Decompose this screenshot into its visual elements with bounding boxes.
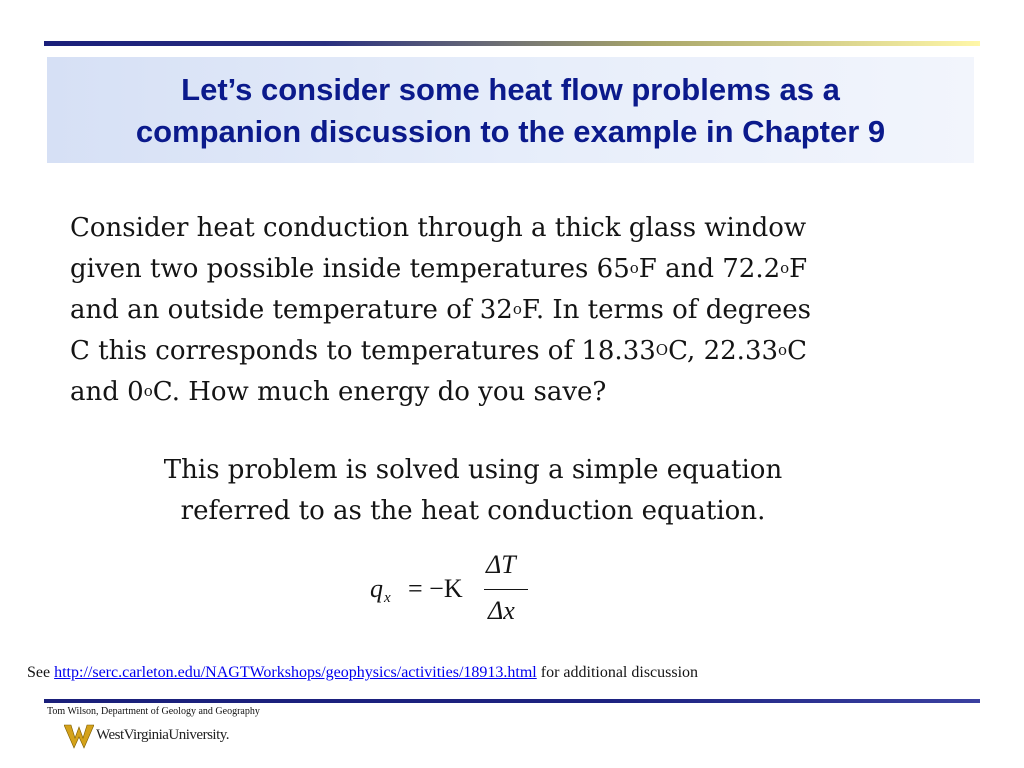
title-line-1: Let’s consider some heat flow problems as a — [181, 72, 840, 107]
equation-numerator: ΔT — [486, 550, 516, 579]
footer-credit: Tom Wilson, Department of Geology and Geography — [47, 706, 260, 717]
degree-sup: o — [778, 341, 788, 359]
solution-line-2: referred to as the heat conduction equation. — [180, 496, 766, 526]
equation-q: q — [370, 574, 383, 603]
equation-subscript: x — [384, 590, 391, 606]
problem-text: F — [789, 254, 808, 284]
problem-statement — [70, 208, 910, 413]
degree-sup: o — [143, 382, 153, 400]
problem-text: and 0 — [70, 377, 144, 407]
problem-text: and an outside temperature of 32 — [70, 295, 513, 325]
reference-link[interactable]: http://serc.carleton.edu/NAGTWorkshops/geophysics/activities/18913.html — [54, 664, 537, 681]
title-line-2: companion discussion to the example in Chapter 9 — [135, 114, 886, 149]
solution-line-1: This problem is solved using a simple equation — [163, 455, 783, 485]
degree-sup: o — [629, 259, 639, 277]
degree-sup: o — [780, 259, 790, 277]
reference-line — [27, 664, 987, 682]
problem-text: given two possible inside temperatures 65 — [70, 254, 630, 284]
degree-sup: O — [655, 341, 669, 359]
logo-wordmark: WestVirginiaUniversity. — [96, 727, 230, 743]
fraction-bar — [484, 589, 528, 590]
top-divider — [44, 41, 980, 46]
problem-text: C this corresponds to temperatures of 18.33 — [70, 336, 656, 366]
problem-text: F. In terms of degrees — [521, 295, 811, 325]
wvu-logo — [64, 722, 264, 752]
reference-prefix: See — [27, 664, 55, 681]
slide-title — [47, 69, 974, 153]
title-banner — [47, 57, 974, 163]
problem-line-1: Consider heat conduction through a thick glass window — [70, 213, 807, 243]
equation-equals: = −K — [408, 574, 463, 603]
degree-sup: o — [512, 300, 522, 318]
heat-conduction-equation — [368, 548, 568, 628]
problem-text: F and 72.2 — [638, 254, 781, 284]
problem-text: C — [787, 336, 807, 366]
wv-flying-logo-icon — [64, 722, 94, 750]
bottom-divider — [44, 699, 980, 703]
problem-text: C. How much energy do you save? — [152, 377, 607, 407]
equation-denominator: Δx — [488, 596, 515, 625]
solution-note — [60, 450, 886, 532]
problem-text: C, 22.33 — [668, 336, 779, 366]
reference-suffix: for additional discussion — [536, 664, 699, 681]
